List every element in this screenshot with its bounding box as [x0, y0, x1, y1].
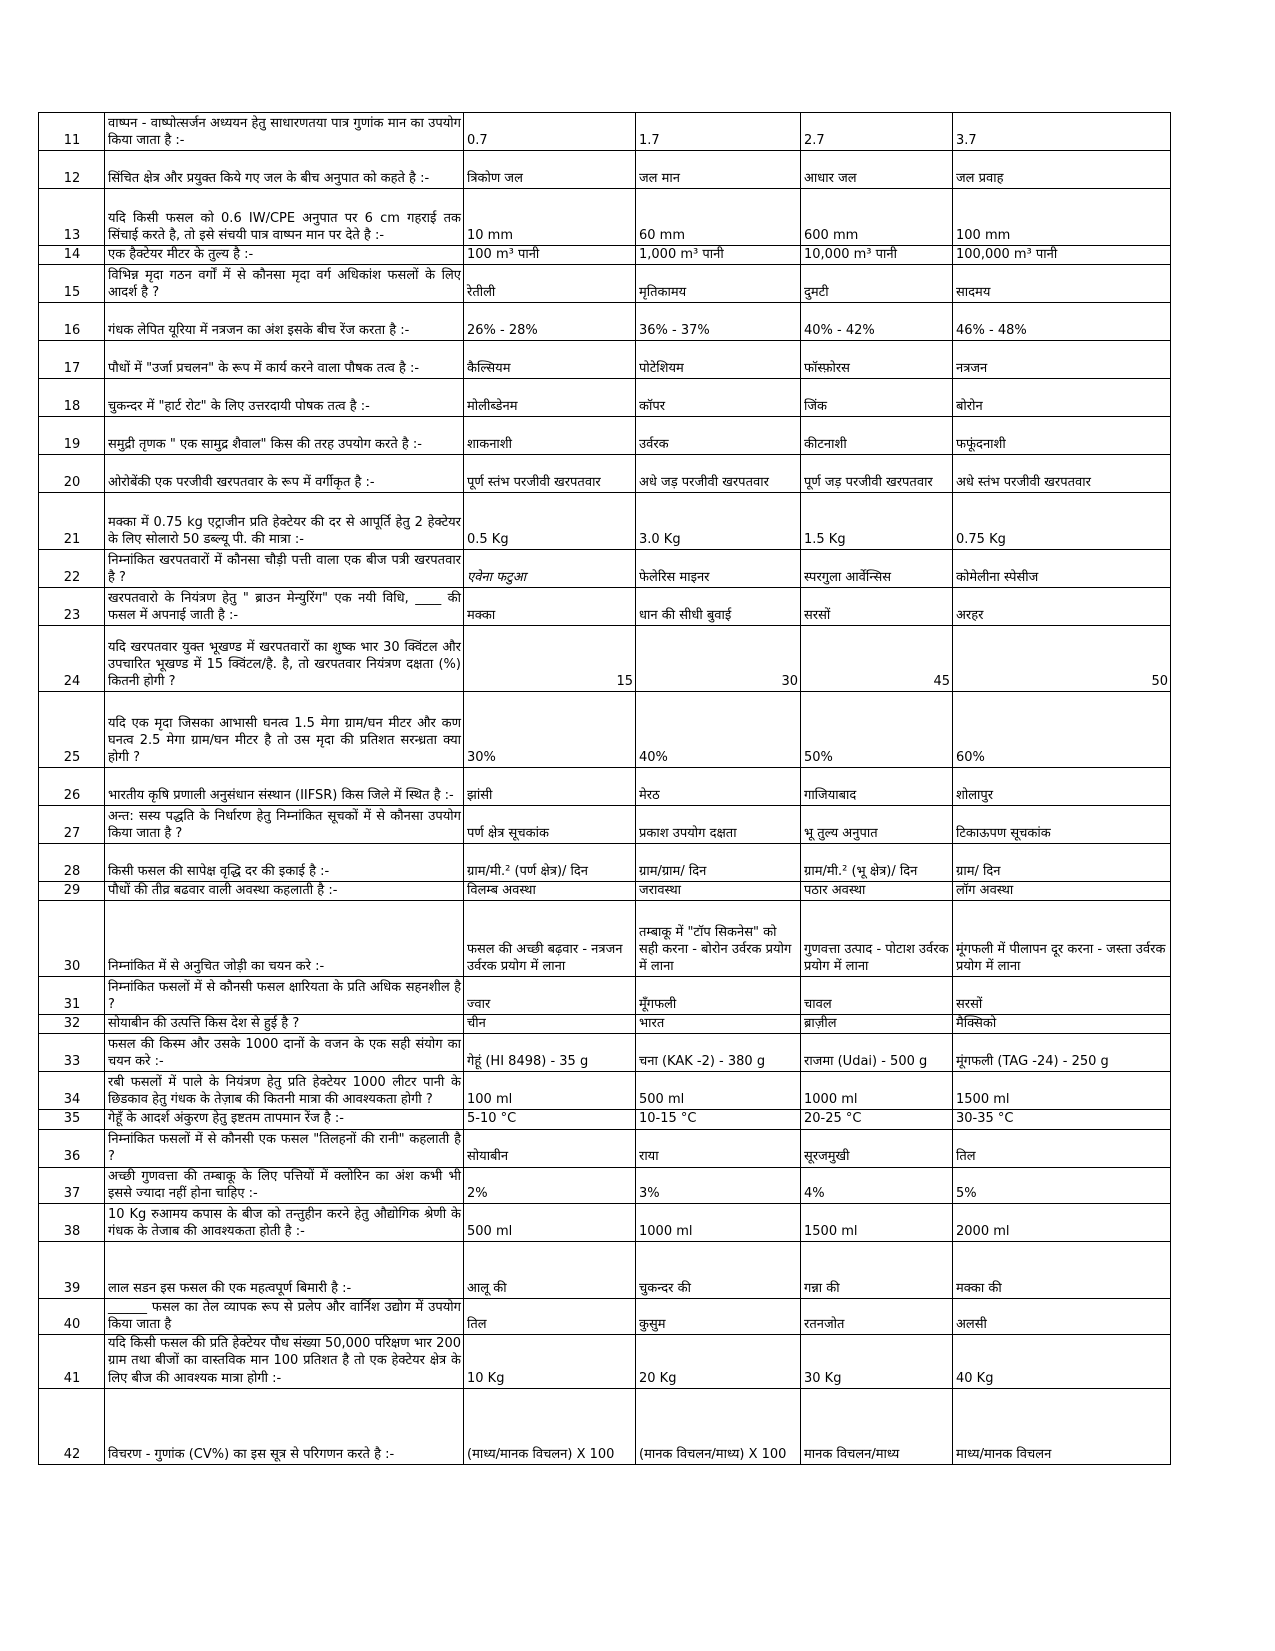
question-number: 34 — [39, 1072, 105, 1110]
question-text: विचरण - गुणांक (CV%) का इस सूत्र से परिगणन करते है :- — [105, 1388, 464, 1464]
option-b: चुकन्दर की — [636, 1241, 801, 1298]
question-number: 31 — [39, 977, 105, 1015]
option-d: जल प्रवाह — [953, 151, 1171, 189]
question-text: किसी फसल की सापेक्ष वृद्धि दर की इकाई है :- — [105, 844, 464, 882]
option-a: 30% — [464, 692, 636, 768]
option-c: पूर्ण जड़ परजीवी खरपतवार — [801, 455, 953, 493]
table-row — [39, 189, 1171, 246]
option-a: रेतीली — [464, 265, 636, 303]
option-c: गाजियाबाद — [801, 768, 953, 806]
option-d: शोलापुर — [953, 768, 1171, 806]
question-text: भारतीय कृषि प्रणाली अनुसंधान संस्थान (IIFSR) किस जिले में स्थित है :- — [105, 768, 464, 806]
option-a: 10 Kg — [464, 1335, 636, 1388]
option-d: मूंगफली में पीलापन दूर करना - जस्ता उर्वरक प्रयोग में लाना — [953, 901, 1171, 977]
question-text: गंधक लेपित यूरिया में नत्रजन का अंश इसके बीच रेंज करता है :- — [105, 303, 464, 341]
table-row — [39, 1015, 1171, 1034]
table-row — [39, 1072, 1171, 1110]
question-text: निम्नांकित फसलों में से कौनसी फसल क्षारियता के प्रति अधिक सहनशील है ? — [105, 977, 464, 1015]
option-d: कोमेलीना स्पेसीज — [953, 550, 1171, 588]
option-c: दुमटी — [801, 265, 953, 303]
question-number: 20 — [39, 455, 105, 493]
question-number: 41 — [39, 1335, 105, 1388]
option-d: 0.75 Kg — [953, 493, 1171, 550]
option-c: आधार जल — [801, 151, 953, 189]
option-a: 15 — [464, 626, 636, 692]
option-a: 0.5 Kg — [464, 493, 636, 550]
option-a: 5-10 °C — [464, 1110, 636, 1129]
table-row — [39, 1388, 1171, 1464]
option-d: 50 — [953, 626, 1171, 692]
question-text: एक हैक्टेयर मीटर के तुल्य है :- — [105, 246, 464, 265]
option-c: मानक विचलन/माध्य — [801, 1388, 953, 1464]
table-row — [39, 1110, 1171, 1129]
table-row — [39, 588, 1171, 626]
table-row — [39, 901, 1171, 977]
question-text: रबी फसलों में पाले के नियंत्रण हेतु प्रति हेक्टेयर 1000 लीटर पानी के छिडकाव हेतु गंधक के तेज़ाब की कितनी मात्रा की आवश्यकता होगी ? — [105, 1072, 464, 1110]
question-number: 36 — [39, 1129, 105, 1167]
table-row — [39, 550, 1171, 588]
option-d: सरसों — [953, 977, 1171, 1015]
option-c: 40% - 42% — [801, 303, 953, 341]
option-b: कॉपर — [636, 379, 801, 417]
question-number: 25 — [39, 692, 105, 768]
question-number: 18 — [39, 379, 105, 417]
option-b: उर्वरक — [636, 417, 801, 455]
table-row — [39, 1335, 1171, 1388]
option-d: नत्रजन — [953, 341, 1171, 379]
question-text: यदि खरपतवार युक्त भूखण्ड में खरपतवारों का शुष्क भार 30 क्विंटल और उपचारित भूखण्ड में 15 क्विंटल/है. है, तो खरपतवार नियंत्रण दक्षता (%) कितनी होगी ? — [105, 626, 464, 692]
question-table — [38, 112, 1171, 1465]
option-a: सोयाबीन — [464, 1129, 636, 1167]
option-c: 1500 ml — [801, 1203, 953, 1241]
option-a: पर्ण क्षेत्र सूचकांक — [464, 806, 636, 844]
option-c: फॉस्फ़ोरस — [801, 341, 953, 379]
question-text: अन्त: सस्य पद्धति के निर्धारण हेतु निम्नांकित सूचकों में से कौनसा उपयोग किया जाता है ? — [105, 806, 464, 844]
option-c: स्परगुला आर्वेन्सिस — [801, 550, 953, 588]
option-b: 10-15 °C — [636, 1110, 801, 1129]
option-a: मक्का — [464, 588, 636, 626]
question-text: पौधों की तीव्र बढवार वाली अवस्था कहलाती है :- — [105, 882, 464, 901]
question-text: ओरोबेंकी एक परजीवी खरपतवार के रूप में वर्गीकृत है :- — [105, 455, 464, 493]
question-text: सिंचित क्षेत्र और प्रयुक्त किये गए जल के बीच अनुपात को कहते है :- — [105, 151, 464, 189]
question-text: लाल सडन इस फसल की एक महत्वपूर्ण बिमारी है :- — [105, 1241, 464, 1298]
table-row — [39, 417, 1171, 455]
question-text: वाष्पन - वाष्पोत्सर्जन अध्ययन हेतु साधारणतया पात्र गुणांक मान का उपयोग किया जाता है :- — [105, 113, 464, 151]
option-a: एवेना फटुआ — [464, 550, 636, 588]
table-row — [39, 1298, 1171, 1334]
option-d: बोरोन — [953, 379, 1171, 417]
option-d: मूंगफली (TAG -24) - 250 g — [953, 1034, 1171, 1072]
option-a: त्रिकोण जल — [464, 151, 636, 189]
option-c: 1000 ml — [801, 1072, 953, 1110]
option-a: झांसी — [464, 768, 636, 806]
option-b: राया — [636, 1129, 801, 1167]
option-d: तिल — [953, 1129, 1171, 1167]
option-d: मक्का की — [953, 1241, 1171, 1298]
option-c: 1.5 Kg — [801, 493, 953, 550]
option-b: जल मान — [636, 151, 801, 189]
question-number: 14 — [39, 246, 105, 265]
option-a: पूर्ण स्तंभ परजीवी खरपतवार — [464, 455, 636, 493]
option-d: 2000 ml — [953, 1203, 1171, 1241]
option-c: 4% — [801, 1167, 953, 1203]
question-text: समुद्री तृणक " एक सामुद्र शैवाल" किस की तरह उपयोग करते है :- — [105, 417, 464, 455]
option-b: मूँगफली — [636, 977, 801, 1015]
option-b: 30 — [636, 626, 801, 692]
question-number: 37 — [39, 1167, 105, 1203]
option-c: 600 mm — [801, 189, 953, 246]
question-number: 29 — [39, 882, 105, 901]
option-a: (माध्य/मानक विचलन) X 100 — [464, 1388, 636, 1464]
option-c: 50% — [801, 692, 953, 768]
option-b: प्रकाश उपयोग दक्षता — [636, 806, 801, 844]
question-number: 35 — [39, 1110, 105, 1129]
question-text: निम्नांकित खरपतवारों में कौनसा चौड़ी पत्ती वाला एक बीज पत्री खरपतवार है ? — [105, 550, 464, 588]
question-number: 27 — [39, 806, 105, 844]
option-d: 46% - 48% — [953, 303, 1171, 341]
option-a: कैल्सियम — [464, 341, 636, 379]
option-a: ज्वार — [464, 977, 636, 1015]
option-c: सूरजमुखी — [801, 1129, 953, 1167]
option-a: 10 mm — [464, 189, 636, 246]
question-text: निम्नांकित फसलों में से कौनसी एक फसल "तिलहनों की रानी" कहलाती है ? — [105, 1129, 464, 1167]
option-b: अधे जड़ परजीवी खरपतवार — [636, 455, 801, 493]
option-b: मेरठ — [636, 768, 801, 806]
option-d: 30-35 °C — [953, 1110, 1171, 1129]
option-c: 2.7 — [801, 113, 953, 151]
option-c: गुणवत्ता उत्पाद - पोटाश उर्वरक प्रयोग में लाना — [801, 901, 953, 977]
option-a: 500 ml — [464, 1203, 636, 1241]
option-b: फेलेरिस माइनर — [636, 550, 801, 588]
option-a: मोलीब्डेनम — [464, 379, 636, 417]
option-b: 36% - 37% — [636, 303, 801, 341]
option-d: अरहर — [953, 588, 1171, 626]
option-b: 1,000 m³ पानी — [636, 246, 801, 265]
question-number: 39 — [39, 1241, 105, 1298]
table-row — [39, 1167, 1171, 1203]
option-a: ग्राम/मी.² (पर्ण क्षेत्र)/ दिन — [464, 844, 636, 882]
question-number: 26 — [39, 768, 105, 806]
question-text: यदि किसी फसल की प्रति हेक्टेयर पौध संख्या 50,000 परिक्षण भार 200 ग्राम तथा बीजों का वास्तविक मान 100 प्रतिशत है तो एक हेक्टेयर क्षेत्र के लिए बीज की आवश्यक मात्रा होगी :- — [105, 1335, 464, 1388]
question-number: 28 — [39, 844, 105, 882]
table-row — [39, 692, 1171, 768]
option-b: 1000 ml — [636, 1203, 801, 1241]
option-c: 10,000 m³ पानी — [801, 246, 953, 265]
table-row — [39, 1129, 1171, 1167]
option-b: चना (KAK -2) - 380 g — [636, 1034, 801, 1072]
option-c: कीटनाशी — [801, 417, 953, 455]
question-text: पौधों में "उर्जा प्रचलन" के रूप में कार्य करने वाला पौषक तत्व है :- — [105, 341, 464, 379]
option-d: 100 mm — [953, 189, 1171, 246]
question-number: 11 — [39, 113, 105, 151]
question-text: सोयाबीन की उत्पत्ति किस देश से हुई है ? — [105, 1015, 464, 1034]
option-c: भू तुल्य अनुपात — [801, 806, 953, 844]
option-a: शाकनाशी — [464, 417, 636, 455]
option-b: तम्बाकू में "टॉप सिकनेस" को सही करना - बोरोन उर्वरक प्रयोग में लाना — [636, 901, 801, 977]
option-a: 2% — [464, 1167, 636, 1203]
question-text: अच्छी गुणवत्ता की तम्बाकू के लिए पत्तियों में क्लोरिन का अंश कभी भी इससे ज्यादा नहीं होना चाहिए :- — [105, 1167, 464, 1203]
option-c: ग्राम/मी.² (भू क्षेत्र)/ दिन — [801, 844, 953, 882]
question-text: मक्का में 0.75 kg एट्राजीन प्रति हेक्टेयर की दर से आपूर्ति हेतु 2 हेक्टेयर के लिए सोलारो 50 डब्ल्यू पी. की मात्रा :- — [105, 493, 464, 550]
option-d: 5% — [953, 1167, 1171, 1203]
table-row — [39, 806, 1171, 844]
question-number: 32 — [39, 1015, 105, 1034]
option-c: 20-25 °C — [801, 1110, 953, 1129]
option-c: चावल — [801, 977, 953, 1015]
question-number: 22 — [39, 550, 105, 588]
option-b: कुसुम — [636, 1298, 801, 1334]
question-number: 40 — [39, 1298, 105, 1334]
question-number: 15 — [39, 265, 105, 303]
question-number: 17 — [39, 341, 105, 379]
option-b: (मानक विचलन/माध्य) X 100 — [636, 1388, 801, 1464]
table-row — [39, 768, 1171, 806]
question-number: 21 — [39, 493, 105, 550]
option-b: 3.0 Kg — [636, 493, 801, 550]
question-text: यदि एक मृदा जिसका आभासी घनत्व 1.5 मेगा ग्राम/घन मीटर और कण घनत्व 2.5 मेगा ग्राम/घन मीटर है तो उस मृदा की प्रतिशत सरन्ध्रता क्या होगी ? — [105, 692, 464, 768]
option-d: 40 Kg — [953, 1335, 1171, 1388]
question-text: गेहूँ के आदर्श अंकुरण हेतु इष्टतम तापमान रेंज है :- — [105, 1110, 464, 1129]
table-row — [39, 844, 1171, 882]
option-d: 100,000 m³ पानी — [953, 246, 1171, 265]
table-row — [39, 882, 1171, 901]
option-b: 3% — [636, 1167, 801, 1203]
question-number: 19 — [39, 417, 105, 455]
question-number: 23 — [39, 588, 105, 626]
question-text: 10 Kg रुआमय कपास के बीज को तन्तुहीन करने हेतु औद्योगिक श्रेणी के गंधक के तेजाब की आवश्यकता होती है :- — [105, 1203, 464, 1241]
option-a: 100 m³ पानी — [464, 246, 636, 265]
question-number: 30 — [39, 901, 105, 977]
option-b: जरावस्था — [636, 882, 801, 901]
question-text: निम्नांकित में से अनुचित जोड़ी का चयन करे :- — [105, 901, 464, 977]
option-b: 500 ml — [636, 1072, 801, 1110]
table-row — [39, 113, 1171, 151]
option-d: 1500 ml — [953, 1072, 1171, 1110]
option-d: अलसी — [953, 1298, 1171, 1334]
question-number: 42 — [39, 1388, 105, 1464]
table-row — [39, 977, 1171, 1015]
option-c: ब्राज़ील — [801, 1015, 953, 1034]
option-c: पठार अवस्था — [801, 882, 953, 901]
option-d: टिकाऊपण सूचकांक — [953, 806, 1171, 844]
table-row — [39, 626, 1171, 692]
option-d: सादमय — [953, 265, 1171, 303]
table-row — [39, 455, 1171, 493]
option-d: लॉग अवस्था — [953, 882, 1171, 901]
option-d: फफूंदनाशी — [953, 417, 1171, 455]
question-number: 12 — [39, 151, 105, 189]
table-row — [39, 1034, 1171, 1072]
option-c: रतनजोत — [801, 1298, 953, 1334]
option-c: गन्ना की — [801, 1241, 953, 1298]
option-b: मृतिकामय — [636, 265, 801, 303]
question-text: खरपतवारो के नियंत्रण हेतु " ब्राउन मेन्युरिंग" एक नयी विधि, ____ की फसल में अपनाई जाती है :- — [105, 588, 464, 626]
question-text: विभिन्न मृदा गठन वर्गों में से कौनसा मृदा वर्ग अधिकांश फसलों के लिए आदर्श है ? — [105, 265, 464, 303]
question-number: 38 — [39, 1203, 105, 1241]
option-a: आलू की — [464, 1241, 636, 1298]
option-b: पोटेशियम — [636, 341, 801, 379]
table-row — [39, 151, 1171, 189]
option-d: मैक्सिको — [953, 1015, 1171, 1034]
option-c: राजमा (Udai) - 500 g — [801, 1034, 953, 1072]
table-row — [39, 341, 1171, 379]
option-d: माध्य/मानक विचलन — [953, 1388, 1171, 1464]
option-a: फसल की अच्छी बढ़वार - नत्रजन उर्वरक प्रयोग में लाना — [464, 901, 636, 977]
option-a: 0.7 — [464, 113, 636, 151]
option-a: चीन — [464, 1015, 636, 1034]
table-row — [39, 1203, 1171, 1241]
option-c: सरसों — [801, 588, 953, 626]
table-row — [39, 493, 1171, 550]
table-row — [39, 303, 1171, 341]
option-d: ग्राम/ दिन — [953, 844, 1171, 882]
question-number: 33 — [39, 1034, 105, 1072]
question-text: ______ फसल का तेल व्यापक रूप से प्रलेप और वार्निश उद्योग में उपयोग किया जाता है — [105, 1298, 464, 1334]
option-b: धान की सीधी बुवाई — [636, 588, 801, 626]
option-c: 30 Kg — [801, 1335, 953, 1388]
option-b: ग्राम/ग्राम/ दिन — [636, 844, 801, 882]
option-d: अधे स्तंभ परजीवी खरपतवार — [953, 455, 1171, 493]
option-b: 20 Kg — [636, 1335, 801, 1388]
option-a: 100 ml — [464, 1072, 636, 1110]
option-c: जिंक — [801, 379, 953, 417]
question-text: चुकन्दर में "हार्ट रोट" के लिए उत्तरदायी पोषक तत्व है :- — [105, 379, 464, 417]
option-d: 3.7 — [953, 113, 1171, 151]
question-number: 13 — [39, 189, 105, 246]
question-number: 24 — [39, 626, 105, 692]
option-d: 60% — [953, 692, 1171, 768]
question-text: यदि किसी फसल को 0.6 IW/CPE अनुपात पर 6 cm गहराई तक सिंचाई करते है, तो इसे संचयी पात्र वाष्पन मान पर देते है :- — [105, 189, 464, 246]
option-b: 60 mm — [636, 189, 801, 246]
option-b: 40% — [636, 692, 801, 768]
question-number: 16 — [39, 303, 105, 341]
option-a: गेहूं (HI 8498) - 35 g — [464, 1034, 636, 1072]
table-row — [39, 379, 1171, 417]
table-row — [39, 246, 1171, 265]
option-b: भारत — [636, 1015, 801, 1034]
option-a: तिल — [464, 1298, 636, 1334]
table-row — [39, 265, 1171, 303]
option-a: 26% - 28% — [464, 303, 636, 341]
option-a: विलम्ब अवस्था — [464, 882, 636, 901]
question-text: फसल की किस्म और उसके 1000 दानों के वजन के एक सही संयोग का चयन करे :- — [105, 1034, 464, 1072]
option-c: 45 — [801, 626, 953, 692]
table-row — [39, 1241, 1171, 1298]
option-b: 1.7 — [636, 113, 801, 151]
